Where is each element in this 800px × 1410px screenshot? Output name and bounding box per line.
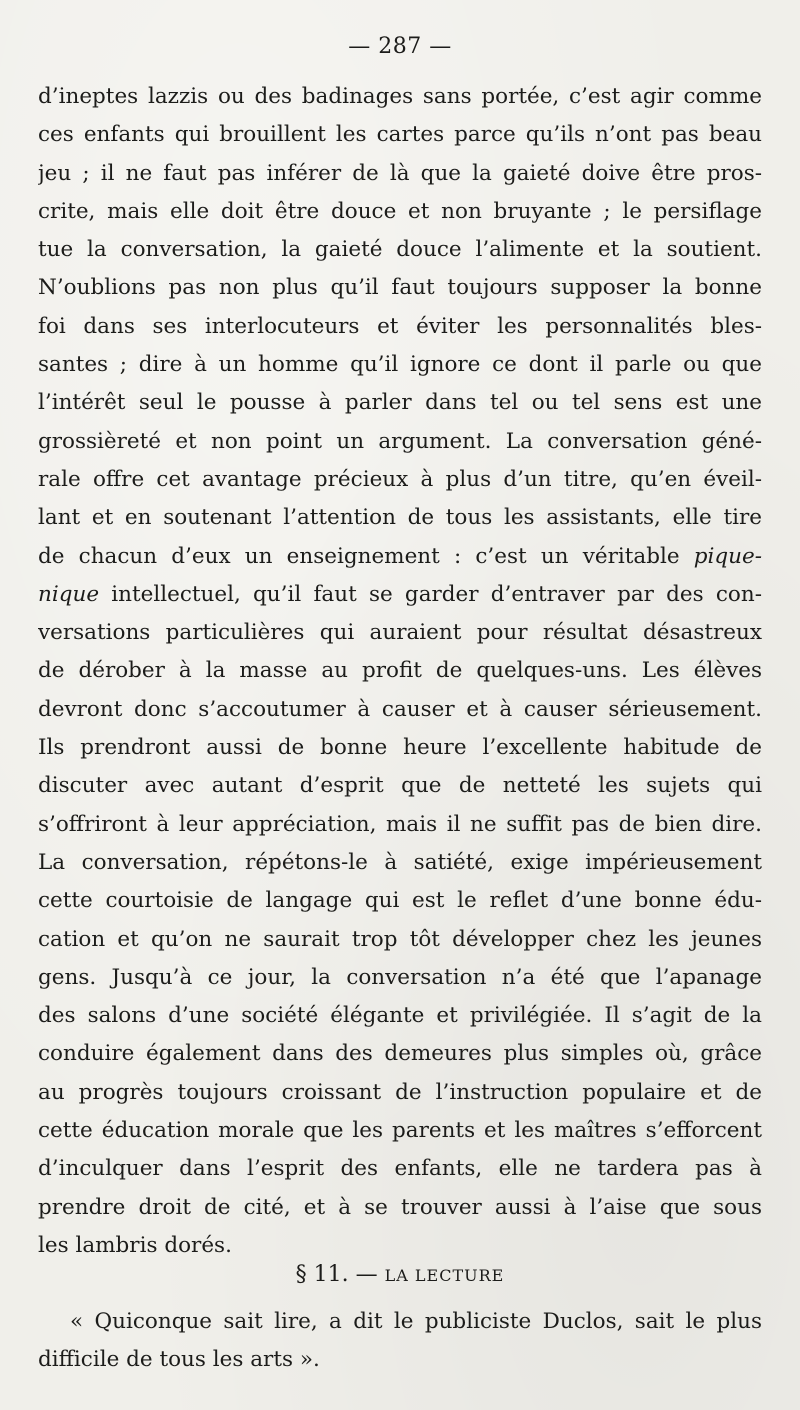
text-line: cation et qu’on ne saurait trop tôt développer chez les jeunes (38, 926, 762, 952)
text-line: lant et en soutenant l’attention de tous les assistants, elle tire (38, 505, 762, 531)
text-line: La conversation, répétons-le à satiété, exige impérieusement (38, 849, 762, 875)
text-line: au progrès toujours croissant de l’instruction populaire et de (38, 1079, 762, 1105)
text-line: santes ; dire à un homme qu’il ignore ce dont il parle ou que (38, 352, 762, 378)
text-line: tue la conversation, la gaieté douce l’alimente et la soutient. (38, 237, 762, 263)
text-line: devront donc s’accoutumer à causer et à causer sérieusement. (38, 696, 762, 722)
text-line: d’ineptes lazzis ou des badinages sans portée, c’est agir comme (38, 84, 762, 109)
text-segment: intellectuel, qu’il faut se garder d’entraver par des con- (99, 581, 762, 607)
quote-line: « Quiconque sait lire, a dit le publiciste Duclos, sait le plus (70, 1309, 762, 1334)
text-line-last: les lambris dorés. (38, 1232, 232, 1258)
text-line: des salons d’une société élégante et privilégiée. Il s’agit de la (38, 1003, 762, 1029)
text-line: cette courtoisie de langage qui est le reflet d’une bonne édu- (38, 888, 762, 914)
text-line: jeu ; il ne faut pas inférer de là que la gaieté doive être pros- (38, 160, 762, 186)
text-line: discuter avec autant d’esprit que de netteté les sujets qui (38, 773, 762, 799)
text-line: ces enfants qui brouillent les cartes parce qu’ils n’ont pas beau (38, 122, 762, 148)
text-line-with-italic (38, 576, 762, 614)
quote-line-last: difficile de tous les arts ». (38, 1347, 320, 1373)
text-line: rale offre cet avantage précieux à plus d’un titre, qu’en éveil- (38, 466, 762, 492)
text-line: prendre droit de cité, et à se trouver aussi à l’aise que sous (38, 1194, 762, 1220)
text-line: l’intérêt seul le pousse à parler dans tel ou tel sens est une (38, 390, 762, 416)
quote-paragraph (38, 1303, 762, 1380)
text-line: cette éducation morale que les parents et les maîtres s’efforcent (38, 1118, 762, 1144)
text-line: Ils prendront aussi de bonne heure l’excellente habitude de (38, 735, 762, 761)
text-line: grossièreté et non point un argument. La conversation géné- (38, 428, 762, 454)
body-paragraph (38, 78, 762, 1265)
page-number: — 287 — (348, 34, 452, 59)
text-line: conduire également dans des demeures plus simples où, grâce (38, 1041, 762, 1067)
section-heading (0, 1255, 800, 1295)
text-line: de dérober à la masse au profit de quelques-uns. Les élèves (38, 658, 762, 684)
text-line: versations particulières qui auraient pour résultat désastreux (38, 620, 762, 646)
section-title: LA LECTURE (384, 1266, 505, 1285)
text-line: crite, mais elle doit être douce et non bruyante ; le persiflage (38, 198, 762, 224)
text-line-with-italic (38, 538, 762, 576)
text-segment: de chacun d’eux un enseignement : c’est un véritable (38, 543, 694, 569)
section-number: § 11. — (295, 1262, 378, 1287)
text-line: d’inculquer dans l’esprit des enfants, elle ne tardera pas à (38, 1156, 762, 1182)
text-line: gens. Jusqu’à ce jour, la conversation n’a été que l’apanage (38, 964, 762, 990)
italic-word: pique- (693, 543, 762, 569)
text-line: N’oublions pas non plus qu’il faut toujours supposer la bonne (38, 275, 762, 301)
italic-word: nique (38, 581, 100, 607)
text-line: s’offriront à leur appréciation, mais il ne suffit pas de bien dire. (38, 811, 762, 837)
text-line: foi dans ses interlocuteurs et éviter les personnalités bles- (38, 313, 762, 339)
